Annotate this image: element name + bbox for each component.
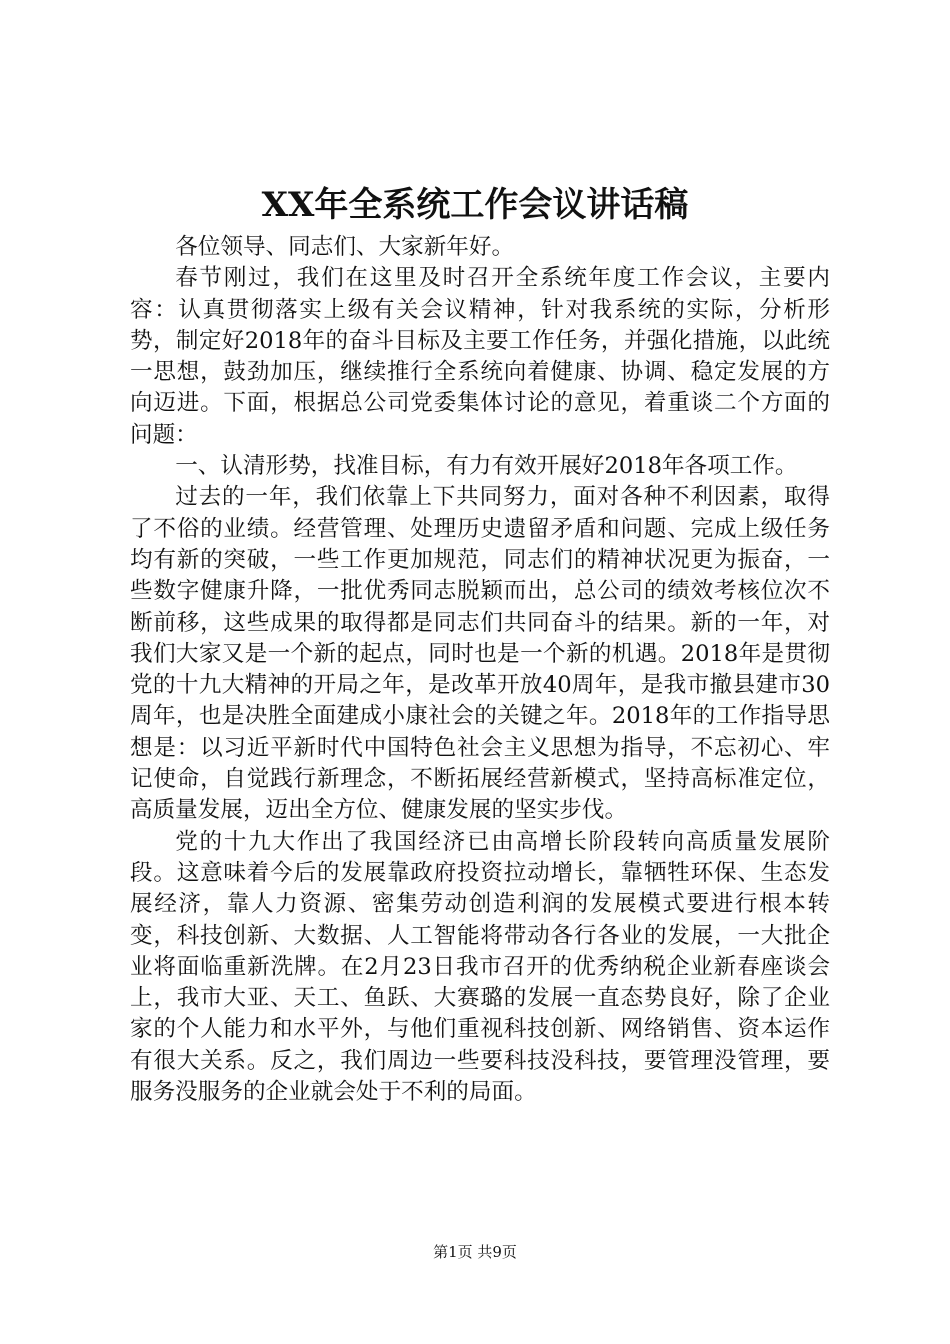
paragraph-greeting: 各位领导、同志们、大家新年好。: [175, 234, 515, 260]
paragraph-review: 过去的一年，我们依靠上下共同努力，面对各种不利因素，取得了不俗的业绩。经营管理、处理历史遗留矛盾和问题、完成上级任务均有新的突破，一些工作更加规范，同志们的精神状况更为振奋，一些数字健康升降，一批优秀同志脱颖而出，总公司的绩效考核位次不断前移，这些成果的取得都是同志们共同奋斗的结果。新的一年，对我们大家又是一个新的起点，同时也是一个新的机遇。2018年是贯彻党的十九大精神的开局之年，是改革开放40周年，是我市撤县建市30周年，也是决胜全面建成小康社会的关键之年。2018年的工作指导思想是：以习近平新时代中国特色社会主义思想为指导，不忘初心、牢记使命，自觉践行新理念，不断拓展经营新模式，坚持高标准定位，高质量发展，迈出全方位、健康发展的坚实步伐。: [130, 484, 830, 824]
document-body: [130, 232, 830, 1108]
paragraph-analysis: 党的十九大作出了我国经济已由高增长阶段转向高质量发展阶段。这意味着今后的发展靠政府投资拉动增长，靠牺牲环保、生态发展经济，靠人力资源、密集劳动创造利润的发展模式要进行根本转变，科技创新、大数据、人工智能将带动各行各业的发展，一大批企业将面临重新洗牌。在2月23日我市召开的优秀纳税企业新春座谈会上，我市大亚、天工、鱼跃、大赛璐的发展一直态势良好，除了企业家的个人能力和水平外，与他们重视科技创新、网络销售、资本运作有很大关系。反之，我们周边一些要科技没科技，要管理没管理，要服务没服务的企业就会处于不利的局面。: [130, 828, 830, 1106]
paragraph-section-heading: 一、认清形势，找准目标，有力有效开展好2018年各项工作。: [175, 453, 798, 480]
page-number-footer: 第1页 共9页: [433, 1243, 517, 1261]
paragraph-intro: 春节刚过，我们在这里及时召开全系统年度工作会议，主要内容：认真贯彻落实上级有关会议精神，针对我系统的实际，分析形势，制定好2018年的奋斗目标及主要工作任务，并强化措施，以此统一思想，鼓劲加压，继续推行全系统向着健康、协调、稳定发展的方向迈进。下面，根据总公司党委集体讨论的意见，着重谈二个方面的问题：: [130, 265, 830, 448]
document-title: XX年全系统工作会议讲话稿: [261, 185, 689, 225]
